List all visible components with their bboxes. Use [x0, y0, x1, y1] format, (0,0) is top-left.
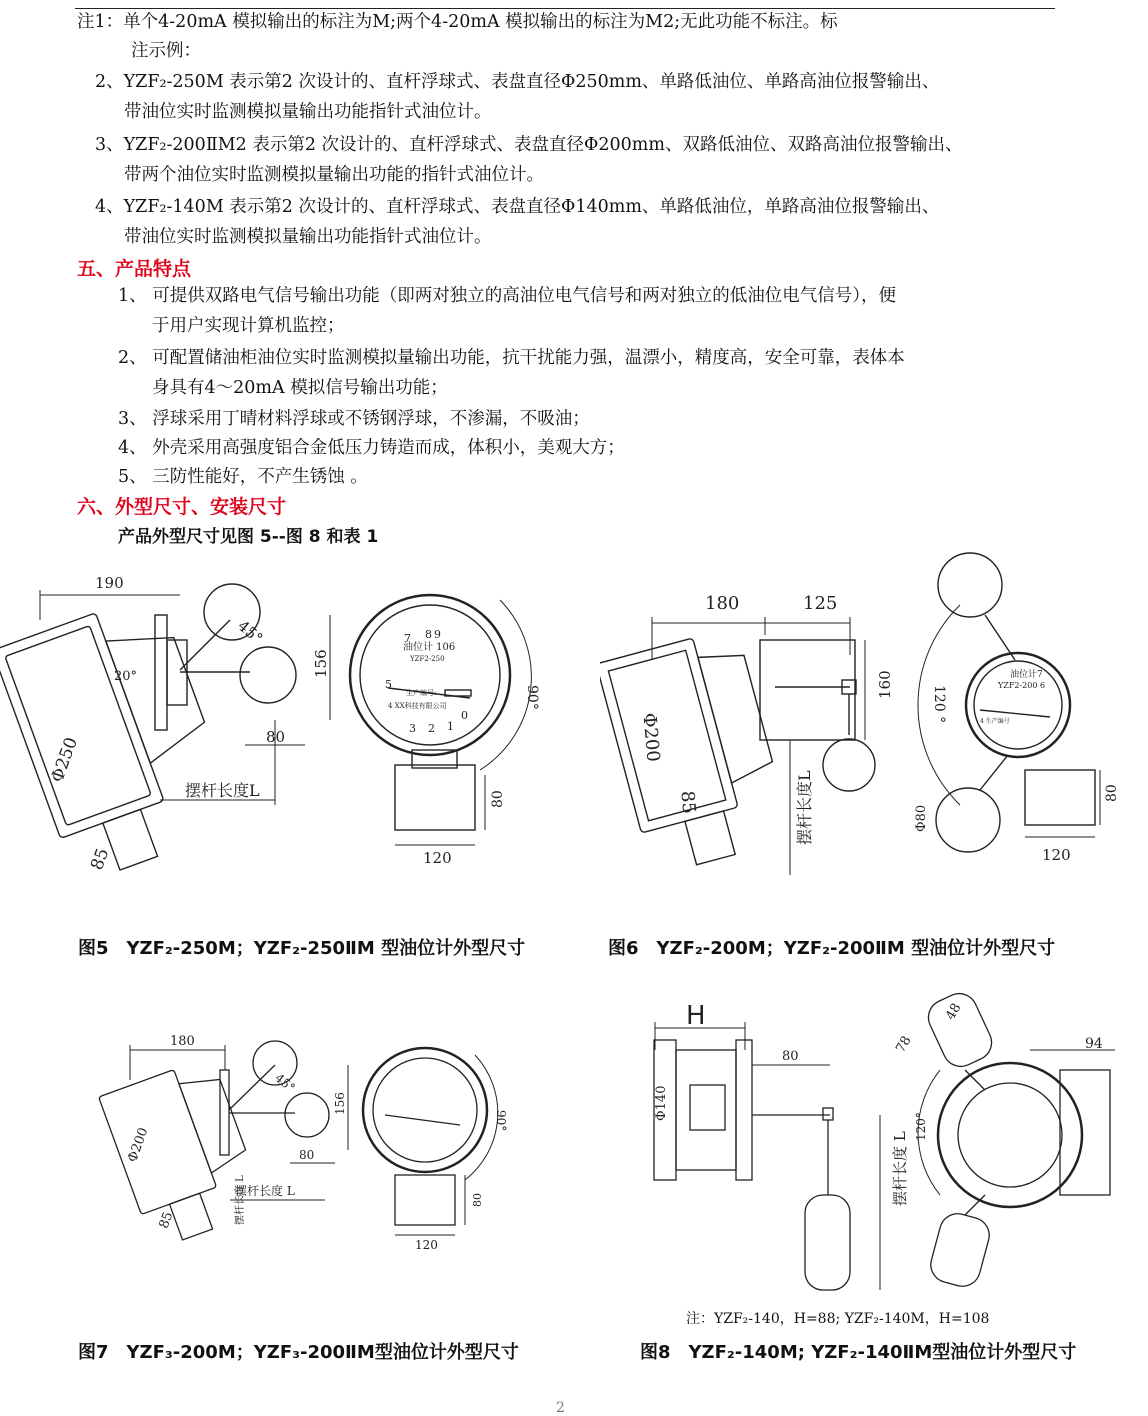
- fig8-dim-78: 78: [893, 1033, 915, 1056]
- feature-1-line1: 1、 可提供双路电气信号输出功能（即两对独立的高油位电气信号和两对独立的低油位电气信号），便: [118, 286, 896, 306]
- fig5-dial-n5: 5: [385, 678, 392, 691]
- feature-4: 4、 外壳采用高强度铝合金低压力铸造而成，体积小，美观大方；: [118, 438, 625, 458]
- example-4-line1: 4、YZF₂-140M 表示第2 次设计的、直杆浮球式、表盘直径Φ140mm、单路低油位，单路高油位报警输出、: [95, 197, 940, 217]
- fig7-dim-80: 80: [299, 1148, 315, 1162]
- figure6-drawing: [600, 545, 1140, 890]
- fig7-dim-90: 90°: [494, 1110, 508, 1132]
- feature-3: 3、 浮球采用丁晴材料浮球或不锈钢浮球，不渗漏，不吸油；: [118, 409, 590, 429]
- feature-2-line2: 身具有4～20mA 模拟信号输出功能；: [152, 378, 448, 398]
- feature-2-line1: 2、 可配置储油柜油位实时监测模拟量输出功能，抗干扰能力强，温漂小，精度高，安全可靠，表体本: [118, 348, 905, 368]
- fig6-dial-model: YZF2-200 6: [998, 681, 1046, 690]
- fig5-dial-n3: 3: [409, 722, 416, 735]
- fig7-box-120: 120: [415, 1238, 438, 1252]
- fig5-dial-n7: 7: [404, 632, 411, 645]
- fig5-box-80: 80: [490, 790, 506, 808]
- figure8-drawing: [640, 990, 1130, 1310]
- figure7-drawing: [95, 1025, 575, 1265]
- example-3-line1: 3、YZF₂-200ⅡM2 表示第2 次设计的、直杆浮球式、表盘直径Φ200mm、双路低油位、双路高油位报警输出、: [95, 135, 963, 155]
- fig5-dim-20: 20°: [114, 669, 138, 684]
- figure8-caption: 图8 YZF₂-140M; YZF₂-140ⅡM型油位计外型尺寸: [640, 1342, 1077, 1363]
- figure5-drawing: [0, 560, 570, 900]
- fig5-dim-d250: Φ250: [47, 734, 83, 786]
- fig6-dim-180: 180: [705, 593, 740, 614]
- example-2-line2: 带油位实时监测模拟量输出功能指针式油位计。: [124, 102, 492, 122]
- fig6-dim-d80: Φ80: [914, 804, 929, 832]
- fig5-rod-length: 摆杆长度L: [185, 781, 260, 800]
- figure7-caption: 图7 YZF₃-200M；YZF₃-200ⅡM型油位计外型尺寸: [78, 1342, 519, 1363]
- note1-line2: 注示例：: [131, 41, 201, 61]
- fig6-dim-120: 120 °: [931, 685, 947, 724]
- fig8-dim-48: 48: [943, 1000, 965, 1023]
- fig8-dim-80: 80: [782, 1049, 799, 1064]
- feature-1-line2: 于用户实现计算机监控；: [152, 316, 345, 336]
- section5-title: 五、产品特点: [77, 258, 192, 280]
- fig8-dim-120: 120°: [914, 1112, 928, 1141]
- figure6-caption: 图6 YZF₂-200M；YZF₂-200ⅡM 型油位计外型尺寸: [608, 938, 1056, 959]
- fig5-dim-85: 85: [87, 845, 114, 873]
- fig6-dim-160: 160: [876, 670, 894, 699]
- fig5-dim-90: 90°: [524, 685, 540, 710]
- fig5-box-120: 120: [423, 849, 452, 867]
- fig5-dim-156: 156: [312, 649, 330, 678]
- fig6-dim-125: 125: [803, 593, 838, 614]
- fig6-rod-length: 摆杆长度L: [795, 770, 814, 845]
- fig5-dim-80: 80: [266, 728, 286, 746]
- feature-5: 5、 三防性能好，不产生锈蚀 。: [118, 467, 368, 487]
- example-3-line2: 带两个油位实时监测模拟量输出功能的指针式油位计。: [124, 165, 544, 185]
- fig7-dim-45: 45°: [272, 1070, 298, 1096]
- fig5-dial-n8: 8: [425, 628, 432, 641]
- fig5-dial-n1: 1: [447, 720, 454, 733]
- fig7-box-80: 80: [471, 1193, 484, 1207]
- fig5-dim-190: 190: [95, 574, 124, 592]
- fig5-dial-n9: 9: [434, 628, 441, 641]
- fig5-dial-title: 油位计 106: [403, 642, 456, 653]
- figure8-note: 注：YZF₂-140，H=88; YZF₂-140M，H=108: [686, 1311, 990, 1327]
- fig6-box-80: 80: [1104, 784, 1120, 802]
- fig6-dim-85: 85: [676, 789, 700, 815]
- fig7-dim-d200: Φ200: [125, 1125, 152, 1165]
- example-2-line1: 2、YZF₂-250M 表示第2 次设计的、直杆浮球式、表盘直径Φ250mm、单路低油位、单路高油位报警输出、: [95, 72, 940, 92]
- fig5-dial-maker: 4 XX科技有限公司: [388, 702, 447, 710]
- section6-subtitle: 产品外型尺寸见图 5--图 8 和表 1: [118, 527, 379, 547]
- header-rule: [75, 8, 1055, 9]
- fig5-dial-model: YZF2-250: [410, 655, 445, 663]
- fig7-dim-85: 85: [156, 1209, 177, 1231]
- fig7-rod-length-vertical: 摆杆长度 L: [235, 1175, 246, 1225]
- fig7-dim-156: 156: [333, 1092, 347, 1115]
- fig7-dim-180: 180: [170, 1034, 195, 1049]
- fig8-dim-d140: Φ140: [654, 1085, 669, 1121]
- fig6-dim-d200: Φ200: [638, 711, 664, 763]
- fig5-dim-45: 45°: [234, 616, 267, 648]
- example-4-line2: 带油位实时监测模拟量输出功能指针式油位计。: [124, 227, 492, 247]
- fig6-dial-title: 油位计7: [1010, 670, 1043, 680]
- note1-line1: 注1：单个4-20mA 模拟输出的标注为M;两个4-20mA 模拟输出的标注为M2;无此功能不标注。标: [77, 12, 838, 32]
- fig8-dim-H: H: [686, 1001, 706, 1031]
- fig8-rod-length: 摆杆长度 L: [891, 1131, 909, 1206]
- figure5-caption: 图5 YZF₂-250M；YZF₂-250ⅡM 型油位计外型尺寸: [78, 938, 526, 959]
- fig5-dial-n2: 2: [428, 722, 435, 735]
- fig6-dial-serial: 4 生产编号: [980, 718, 1010, 725]
- fig5-dial-serial: 生产编号:: [406, 689, 437, 697]
- section6-title: 六、外型尺寸、安装尺寸: [77, 496, 287, 518]
- fig5-dial-n0: 0: [461, 709, 468, 722]
- fig8-dim-94: 94: [1085, 1036, 1103, 1052]
- fig6-box-120: 120: [1042, 846, 1071, 864]
- fig7-rod-length: 摆杆长度 L: [235, 1184, 295, 1198]
- page-number: 2: [556, 1400, 565, 1416]
